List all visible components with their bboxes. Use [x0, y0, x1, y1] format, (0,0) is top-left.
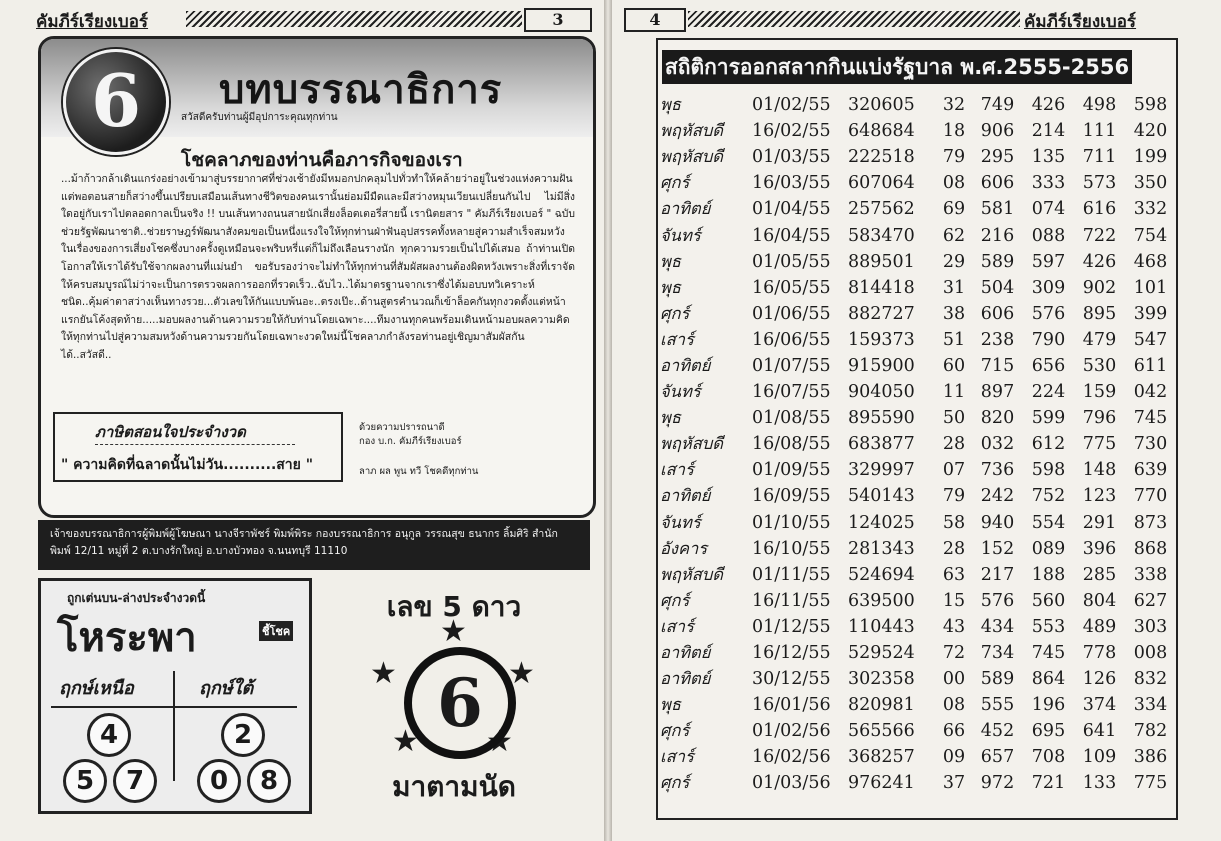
cell-date: 01/06/55 [752, 303, 831, 324]
lucky-name: โหระพา [57, 615, 197, 661]
cell-t1: 820 [980, 408, 1015, 429]
table-row [658, 327, 1176, 353]
left-page-number: 3 [524, 8, 592, 32]
table-row [658, 588, 1176, 614]
cell-t1: 555 [980, 695, 1015, 716]
cell-date: 16/03/55 [752, 173, 831, 194]
cell-t2: 214 [1031, 121, 1066, 142]
cell-t2: 088 [1031, 225, 1066, 246]
cell-day: เสาร์ [660, 616, 694, 636]
cell-t1: 032 [980, 434, 1015, 455]
cell-t3: 796 [1082, 408, 1117, 429]
cell-t2: 554 [1031, 512, 1066, 533]
cell-t1: 749 [980, 95, 1015, 116]
table-row [658, 118, 1176, 144]
cell-t1: 242 [980, 486, 1015, 507]
cell-t4: 303 [1133, 616, 1168, 637]
cell-t3: 396 [1082, 538, 1117, 559]
cell-day: จันทร์ [660, 512, 701, 532]
cell-t3: 133 [1082, 773, 1117, 794]
cell-t1: 906 [980, 121, 1015, 142]
cell-t3: 148 [1082, 460, 1117, 481]
cell-two: 09 [942, 747, 966, 768]
cell-day: พฤหัสบดี [660, 564, 724, 584]
table-row [658, 92, 1176, 118]
cell-t2: 135 [1031, 147, 1066, 168]
cell-first: 889501 [848, 251, 915, 272]
cell-day: พุธ [660, 251, 681, 271]
cell-t4: 334 [1133, 695, 1168, 716]
five-star-section [318, 585, 590, 810]
cell-t1: 452 [980, 721, 1015, 742]
cell-day: ศุกร์ [660, 721, 690, 741]
table-row [658, 222, 1176, 248]
table-row [658, 614, 1176, 640]
cell-t1: 576 [980, 590, 1015, 611]
cell-two: 11 [942, 382, 966, 403]
cell-t4: 598 [1133, 95, 1168, 116]
cell-t1: 238 [980, 329, 1015, 350]
cell-first: 540143 [848, 486, 915, 507]
table-row [658, 405, 1176, 431]
cell-day: เสาร์ [660, 460, 694, 480]
cell-day: พฤหัสบดี [660, 121, 724, 141]
cell-day: อาทิตย์ [660, 199, 711, 219]
cell-first: 882727 [848, 303, 915, 324]
north-ball: 7 [113, 759, 157, 803]
south-ball: 0 [197, 759, 241, 803]
cell-t2: 612 [1031, 434, 1066, 455]
cell-t2: 224 [1031, 382, 1066, 403]
cell-two: 28 [942, 434, 966, 455]
cell-day: อาทิตย์ [660, 355, 711, 375]
table-row [658, 692, 1176, 718]
cell-t1: 897 [980, 382, 1015, 403]
cell-t2: 708 [1031, 747, 1066, 768]
cell-t4: 873 [1133, 512, 1168, 533]
south-ball: 2 [221, 713, 265, 757]
cell-date: 01/04/55 [752, 199, 831, 220]
star-icon: ★ [370, 656, 397, 691]
cell-date: 16/10/55 [752, 538, 831, 559]
cell-first: 976241 [848, 773, 915, 794]
cell-t4: 420 [1133, 121, 1168, 142]
cell-first: 648684 [848, 121, 915, 142]
table-row [658, 536, 1176, 562]
cell-t4: 199 [1133, 147, 1168, 168]
cell-t3: 479 [1082, 329, 1117, 350]
cell-date: 16/11/55 [752, 590, 831, 611]
cell-date: 01/12/55 [752, 616, 831, 637]
right-header-hatch [688, 11, 1020, 27]
cell-t1: 295 [980, 147, 1015, 168]
editorial-body [61, 171, 575, 365]
south-label: ฤกษ์ใต้ [199, 678, 254, 699]
cell-first: 329997 [848, 460, 915, 481]
cell-two: 69 [942, 199, 966, 220]
cell-two: 66 [942, 721, 966, 742]
cell-t2: 074 [1031, 199, 1066, 220]
cell-t1: 972 [980, 773, 1015, 794]
cell-date: 01/09/55 [752, 460, 831, 481]
cell-t1: 504 [980, 277, 1015, 298]
cell-t1: 657 [980, 747, 1015, 768]
cell-t3: 895 [1082, 303, 1117, 324]
table-row [658, 249, 1176, 275]
cell-two: 31 [942, 277, 966, 298]
cell-t3: 616 [1082, 199, 1117, 220]
editorial-title: บทบรรณาธิการ [219, 67, 503, 113]
cell-t2: 553 [1031, 616, 1066, 637]
cell-date: 16/02/55 [752, 121, 831, 142]
advice-box [53, 412, 343, 482]
cell-day: อาทิตย์ [660, 486, 711, 506]
star-icon: ★ [440, 614, 467, 649]
cell-two: 28 [942, 538, 966, 559]
cell-t1: 940 [980, 512, 1015, 533]
cell-t1: 589 [980, 251, 1015, 272]
cell-t3: 374 [1082, 695, 1117, 716]
cell-t3: 109 [1082, 747, 1117, 768]
cell-t4: 730 [1133, 434, 1168, 455]
cell-date: 30/12/55 [752, 669, 831, 690]
cell-day: อาทิตย์ [660, 669, 711, 689]
table-row [658, 144, 1176, 170]
cell-t4: 832 [1133, 669, 1168, 690]
cell-first: 529524 [848, 643, 915, 664]
cell-t4: 611 [1133, 355, 1168, 376]
cell-first: 124025 [848, 512, 915, 533]
cell-first: 524694 [848, 564, 915, 585]
cell-t2: 598 [1031, 460, 1066, 481]
table-row [658, 718, 1176, 744]
cell-t4: 639 [1133, 460, 1168, 481]
cell-date: 16/09/55 [752, 486, 831, 507]
table-row [658, 196, 1176, 222]
cell-day: จันทร์ [660, 225, 701, 245]
left-page [0, 0, 604, 841]
cell-t4: 468 [1133, 251, 1168, 272]
five-star-center-number: 6 [404, 647, 516, 759]
cell-t4: 754 [1133, 225, 1168, 246]
cell-date: 16/02/56 [752, 747, 831, 768]
star-icon: ★ [508, 656, 535, 691]
cell-t4: 775 [1133, 773, 1168, 794]
cell-t3: 778 [1082, 643, 1117, 664]
cell-t1: 152 [980, 538, 1015, 559]
cell-t4: 547 [1133, 329, 1168, 350]
cell-day: อาทิตย์ [660, 643, 711, 663]
lucky-sub: ชี้โชค [259, 621, 293, 641]
cell-date: 16/12/55 [752, 643, 831, 664]
cell-t4: 101 [1133, 277, 1168, 298]
editorial-box [38, 36, 596, 518]
cell-t3: 426 [1082, 251, 1117, 272]
cell-first: 222518 [848, 147, 915, 168]
cell-t4: 627 [1133, 590, 1168, 611]
cell-date: 01/03/56 [752, 773, 831, 794]
lucky-divider-vertical [173, 671, 175, 781]
left-header-brand: คัมภีร์เรียงเบอร์ [36, 12, 149, 32]
cell-t1: 581 [980, 199, 1015, 220]
lucky-number-box [38, 578, 312, 814]
cell-t3: 111 [1082, 121, 1117, 142]
cell-t4: 042 [1133, 382, 1168, 403]
cell-t1: 606 [980, 173, 1015, 194]
table-row [658, 666, 1176, 692]
editorial-slogan: โชคลาภของท่านคือภารกิจของเรา [181, 149, 463, 171]
cell-t1: 217 [980, 564, 1015, 585]
table-row [658, 379, 1176, 405]
cell-day: ศุกร์ [660, 773, 690, 793]
right-page [612, 0, 1221, 841]
cell-t4: 332 [1133, 199, 1168, 220]
table-row [658, 510, 1176, 536]
cell-two: 00 [942, 669, 966, 690]
cell-t2: 790 [1031, 329, 1066, 350]
cell-two: 62 [942, 225, 966, 246]
north-ball: 4 [87, 713, 131, 757]
cell-day: จันทร์ [660, 382, 701, 402]
cell-t1: 589 [980, 669, 1015, 690]
cell-t3: 498 [1082, 95, 1117, 116]
cell-date: 16/07/55 [752, 382, 831, 403]
cell-t3: 902 [1082, 277, 1117, 298]
cell-two: 79 [942, 486, 966, 507]
table-row [658, 640, 1176, 666]
cell-date: 16/04/55 [752, 225, 831, 246]
signature-line: กอง บ.ก. คัมภีร์เรียงเบอร์ [359, 436, 462, 447]
cell-first: 257562 [848, 199, 915, 220]
cell-date: 01/05/55 [752, 251, 831, 272]
cell-day: ศุกร์ [660, 303, 690, 323]
cell-t3: 285 [1082, 564, 1117, 585]
cell-t1: 606 [980, 303, 1015, 324]
cell-t3: 489 [1082, 616, 1117, 637]
cell-two: 79 [942, 147, 966, 168]
cell-date: 01/02/56 [752, 721, 831, 742]
table-row [658, 431, 1176, 457]
cell-t2: 560 [1031, 590, 1066, 611]
cell-day: ศุกร์ [660, 173, 690, 193]
cell-first: 820981 [848, 695, 915, 716]
cell-day: พฤหัสบดี [660, 434, 724, 454]
cell-date: 01/02/55 [752, 95, 831, 116]
magazine-logo: 6 [63, 49, 169, 155]
cell-t4: 770 [1133, 486, 1168, 507]
five-star-footer: มาตามนัด [392, 770, 516, 803]
left-header-hatch [186, 11, 522, 27]
table-row [658, 770, 1176, 796]
cell-t3: 123 [1082, 486, 1117, 507]
cell-day: พุธ [660, 95, 681, 115]
cell-two: 58 [942, 512, 966, 533]
cell-t1: 434 [980, 616, 1015, 637]
cell-first: 583470 [848, 225, 915, 246]
north-label: ฤกษ์เหนือ [59, 678, 134, 699]
editorial-subtitle: สวัสดีครับท่านผู้มีอุปการะคุณทุกท่าน [181, 112, 338, 123]
cell-date: 01/03/55 [752, 147, 831, 168]
cell-t4: 350 [1133, 173, 1168, 194]
editorial-paragraph: ...ม้าก้าวกล้าเดินแกร่งอย่างเข้ามาสู่บรรยากาศที่ช่วงเช้ายังมีหมอกปกคลุมไปทั่วทำให้คล้ายว่าอยู่ในช่วงแห่งความฝัน แต่พอตอนสายก็สว่างขึ้นเปรียบเสมือนเส้นทางชีวิตของคนเรานั้นย่อมมีมืดและมีสว่างหมุนเวียนเปลี่ยนกันไป ไม่มีสิ่งใดอยู่กับเราไปตลอดกาลเป็นจริง !! บนเส้นทางถนนสายนักเสี่ยงล็อตเตอรี่สายนี้ เรานิตยสาร " คัมภีร์เรียงเบอร์ " ฉบับช่วยรัฐพัฒนาชาติ..ช่วยราษฎร์พัฒนาสังคมขอเป็นหนึ่งแรงใจให้ทุกท่านฝ่าฟันอุปสรรคทั้งหลายสู่ความสำเร็จสมหวังในเรื่องของการเสี่ยงโชคซึ่งบางครั้งดูเหมือนจะพริบหรี่แต่ก็ไม่ถึงเลือนรางนัก ทุกความรวยเป็นไปได้เสมอ ถ้าท่านเปิดโอกาสให้เราได้รับใช้จากผลงานที่แม่นยำ ขอรับรองว่าจะไม่ทำให้ทุกท่านที่สัมผัสผลงานต้องผิดหวังเพราะสิ่งที่เราจัดให้ครบสมบูรณ์ไม่ว่าจะเป็นการตรวจผลการออกที่รวดเร็ว..ฉับไว..ได้มาตรฐานจากเราซึ่งได้มอบบทวิเคราะห์ชนิด..คุ้มค่าตาสว่างเห็นทางรวย...ตัวเลขให้กันแบบพ้นอะ..ตรงเป๊ะ..ด้านสูตรคำนวณก็เข้าล็อคกันทุกงวดตั้งแต่หน้าแรกยันโค้งสุดท้าย.....มอบผลงานด้านความรวยให้กับท่านโดยเฉพาะ....ทีมงานทุกคนพร้อมเดินหน้ามอบผลความคิดให้ทุกท่านไปสู่ความสมหวังด้านความรวยกันโดยเฉพาะงวดใหม่นี้โชคลาภกำลังรอท่านอยู่เชิญมาสัมผัสกันได้..สวัสดี.. [61, 173, 575, 361]
cell-date: 16/01/56 [752, 695, 831, 716]
table-row [658, 744, 1176, 770]
cell-t3: 126 [1082, 669, 1117, 690]
publisher-bar: เจ้าของบรรณาธิการผู้พิมพ์ผู้โฆษณา นางจีราพัชร์ พิมพ์พิระ กองบรรณาธิการ อนุกูล วรรณสุข ธนากร ลิ้มศิริ สำนักพิมพ์ 12/11 หมู่ที่ 2 ต.บางรักใหญ่ อ.บางบัวทอง จ.นนทบุรี 11110 [38, 520, 590, 570]
cell-t2: 752 [1031, 486, 1066, 507]
cell-two: 37 [942, 773, 966, 794]
cell-t1: 715 [980, 355, 1015, 376]
table-row [658, 170, 1176, 196]
cell-t4: 399 [1133, 303, 1168, 324]
cell-t3: 641 [1082, 721, 1117, 742]
cell-t2: 599 [1031, 408, 1066, 429]
cell-two: 18 [942, 121, 966, 142]
cell-first: 302358 [848, 669, 915, 690]
cell-first: 159373 [848, 329, 915, 350]
cell-t2: 089 [1031, 538, 1066, 559]
cell-day: เสาร์ [660, 747, 694, 767]
cell-first: 915900 [848, 355, 915, 376]
cell-date: 01/10/55 [752, 512, 831, 533]
table-row [658, 301, 1176, 327]
table-row [658, 457, 1176, 483]
cell-first: 281343 [848, 538, 915, 559]
cell-first: 320605 [848, 95, 915, 116]
cell-date: 16/08/55 [752, 434, 831, 455]
table-row [658, 483, 1176, 509]
cell-t4: 338 [1133, 564, 1168, 585]
star-icon: ★ [392, 724, 419, 759]
cell-first: 110443 [848, 616, 915, 637]
cell-day: เสาร์ [660, 329, 694, 349]
right-page-number: 4 [624, 8, 686, 32]
cell-t4: 386 [1133, 747, 1168, 768]
cell-day: อังคาร [660, 538, 708, 558]
cell-t3: 804 [1082, 590, 1117, 611]
cell-t2: 333 [1031, 173, 1066, 194]
cell-first: 639500 [848, 590, 915, 611]
cell-two: 15 [942, 590, 966, 611]
cell-day: ศุกร์ [660, 590, 690, 610]
cell-day: พฤหัสบดี [660, 147, 724, 167]
cell-first: 814418 [848, 277, 915, 298]
cell-two: 43 [942, 616, 966, 637]
cell-date: 01/08/55 [752, 408, 831, 429]
cell-first: 368257 [848, 747, 915, 768]
north-ball: 5 [63, 759, 107, 803]
cell-t2: 196 [1031, 695, 1066, 716]
cell-t3: 291 [1082, 512, 1117, 533]
south-ball: 8 [247, 759, 291, 803]
stats-table-body [658, 92, 1176, 797]
stats-frame [656, 38, 1178, 820]
advice-quote: " ความคิดที่ฉลาดนั้นไม่วัน..........สาย " [61, 457, 314, 473]
cell-two: 29 [942, 251, 966, 272]
cell-two: 32 [942, 95, 966, 116]
right-running-header [612, 8, 1221, 30]
cell-two: 07 [942, 460, 966, 481]
star-icon: ★ [486, 724, 513, 759]
cell-t1: 734 [980, 643, 1015, 664]
cell-t3: 159 [1082, 382, 1117, 403]
cell-first: 895590 [848, 408, 915, 429]
cell-t2: 864 [1031, 669, 1066, 690]
signature-line: ด้วยความปรารถนาดี [359, 422, 445, 433]
cell-t2: 188 [1031, 564, 1066, 585]
cell-first: 607064 [848, 173, 915, 194]
cell-t1: 736 [980, 460, 1015, 481]
cell-date: 01/07/55 [752, 355, 831, 376]
left-running-header [0, 8, 604, 30]
lucky-divider-horizontal [51, 706, 297, 708]
right-header-brand: คัมภีร์เรียงเบอร์ [1024, 12, 1137, 32]
page-gutter [604, 0, 612, 841]
cell-t3: 722 [1082, 225, 1117, 246]
five-star-title: เลข 5 ดาว [386, 590, 522, 623]
cell-date: 16/06/55 [752, 329, 831, 350]
lucky-pretitle: ถูกเต่นบน-ล่างประจำงวดนี้ [67, 591, 206, 605]
cell-t3: 573 [1082, 173, 1117, 194]
stats-table [658, 92, 1176, 797]
stats-title: สถิติการออกสลากกินแบ่งรัฐบาล พ.ศ.2555-2556 [662, 50, 1132, 84]
cell-two: 51 [942, 329, 966, 350]
table-row [658, 562, 1176, 588]
cell-t2: 576 [1031, 303, 1066, 324]
cell-first: 683877 [848, 434, 915, 455]
cell-two: 72 [942, 643, 966, 664]
cell-day: พุธ [660, 277, 681, 297]
cell-t2: 745 [1031, 643, 1066, 664]
cell-t2: 695 [1031, 721, 1066, 742]
cell-t4: 782 [1133, 721, 1168, 742]
cell-t2: 656 [1031, 355, 1066, 376]
cell-t2: 597 [1031, 251, 1066, 272]
cell-date: 16/05/55 [752, 277, 831, 298]
cell-t3: 775 [1082, 434, 1117, 455]
signature-blessing: ลาภ ผล พูน ทวี โชคดีทุกท่าน [359, 466, 479, 477]
cell-t2: 721 [1031, 773, 1066, 794]
cell-first: 904050 [848, 382, 915, 403]
table-row [658, 275, 1176, 301]
cell-t4: 868 [1133, 538, 1168, 559]
cell-t4: 008 [1133, 643, 1168, 664]
cell-two: 08 [942, 173, 966, 194]
cell-t1: 216 [980, 225, 1015, 246]
cell-t3: 711 [1082, 147, 1117, 168]
cell-t3: 530 [1082, 355, 1117, 376]
cell-two: 50 [942, 408, 966, 429]
advice-heading: ภาษิตสอนใจประจำงวด [95, 420, 295, 445]
cell-t2: 426 [1031, 95, 1066, 116]
cell-two: 63 [942, 564, 966, 585]
cell-date: 01/11/55 [752, 564, 831, 585]
cell-t4: 745 [1133, 408, 1168, 429]
cell-t2: 309 [1031, 277, 1066, 298]
cell-two: 38 [942, 303, 966, 324]
cell-day: พุธ [660, 408, 681, 428]
cell-two: 60 [942, 355, 966, 376]
cell-two: 08 [942, 695, 966, 716]
cell-day: พุธ [660, 695, 681, 715]
cell-first: 565566 [848, 721, 915, 742]
editorial-signature [359, 421, 462, 449]
table-row [658, 353, 1176, 379]
